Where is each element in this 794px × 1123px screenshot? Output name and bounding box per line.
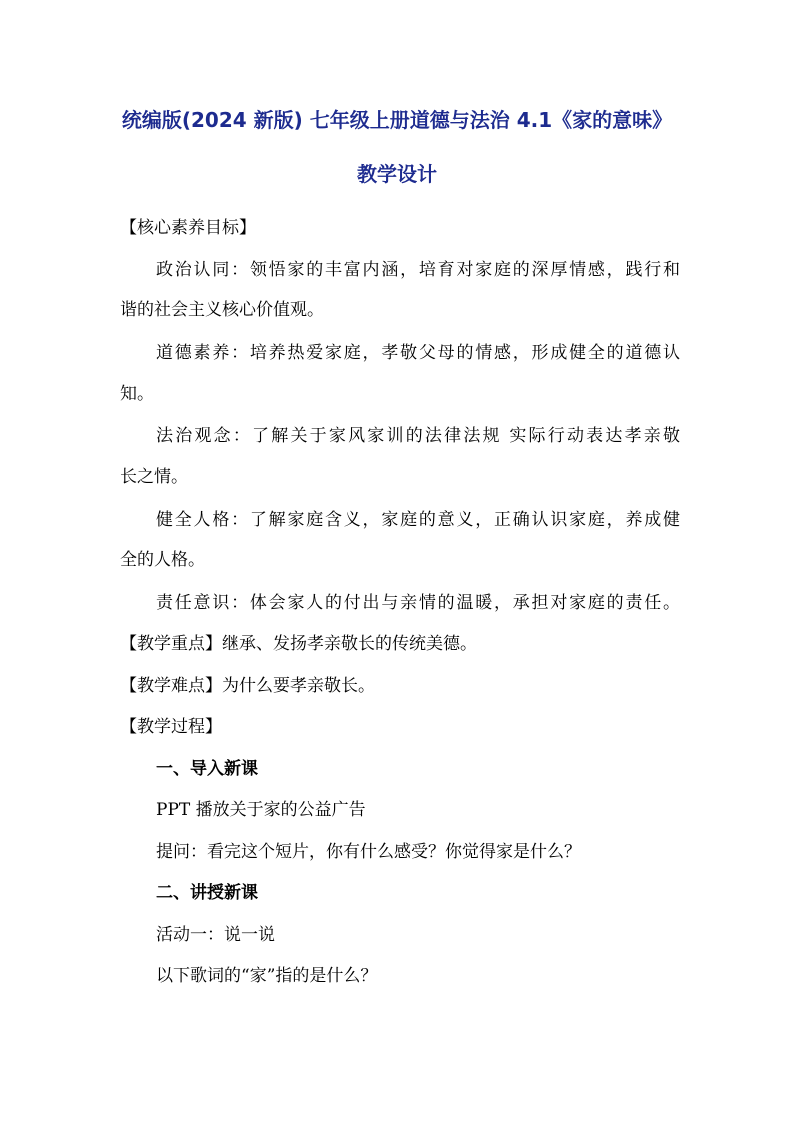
rule-of-law-line2: 长之情。 bbox=[120, 467, 188, 487]
difficult-point: 【教学难点】为什么要孝亲敬长。 bbox=[120, 676, 375, 696]
document-title: 统编版(2024 新版) 七年级上册道德与法治 4.1《家的意味》 bbox=[121, 108, 673, 132]
process-heading: 【教学过程】 bbox=[120, 717, 222, 737]
personality-line2: 全的人格。 bbox=[120, 550, 205, 570]
core-goals-heading: 【核心素养目标】 bbox=[120, 218, 256, 238]
political-identity-line1: 政治认同：领悟家的丰富内涵，培育对家庭的深厚情感，践行和 bbox=[156, 260, 680, 280]
personality-line1: 健全人格：了解家庭含义，家庭的意义，正确认识家庭，养成健 bbox=[156, 510, 680, 530]
activity1-question: 以下歌词的“家”指的是什么？ bbox=[156, 966, 378, 986]
step1-text-ppt: PPT 播放关于家的公益广告 bbox=[156, 800, 366, 820]
political-identity-line2: 谐的社会主义核心价值观。 bbox=[120, 300, 324, 320]
moral-literacy-line1: 道德素养：培养热爱家庭，孝敬父母的情感，形成健全的道德认 bbox=[156, 343, 680, 363]
responsibility-line: 责任意识：体会家人的付出与亲情的温暖，承担对家庭的责任。 bbox=[156, 593, 680, 613]
moral-literacy-line2: 知。 bbox=[120, 384, 154, 404]
step2-heading: 二、讲授新课 bbox=[156, 883, 258, 903]
step1-text-question: 提问：看完这个短片，你有什么感受？你觉得家是什么？ bbox=[156, 842, 581, 862]
key-point: 【教学重点】继承、发扬孝亲敬长的传统美德。 bbox=[120, 634, 477, 654]
step1-heading: 一、导入新课 bbox=[156, 759, 258, 779]
document-title-subtitle: 教学设计 bbox=[357, 162, 437, 186]
activity1-label: 活动一：说一说 bbox=[156, 925, 275, 945]
rule-of-law-line1: 法治观念：了解关于家风家训的法律法规 实际行动表达孝亲敬 bbox=[156, 426, 680, 446]
